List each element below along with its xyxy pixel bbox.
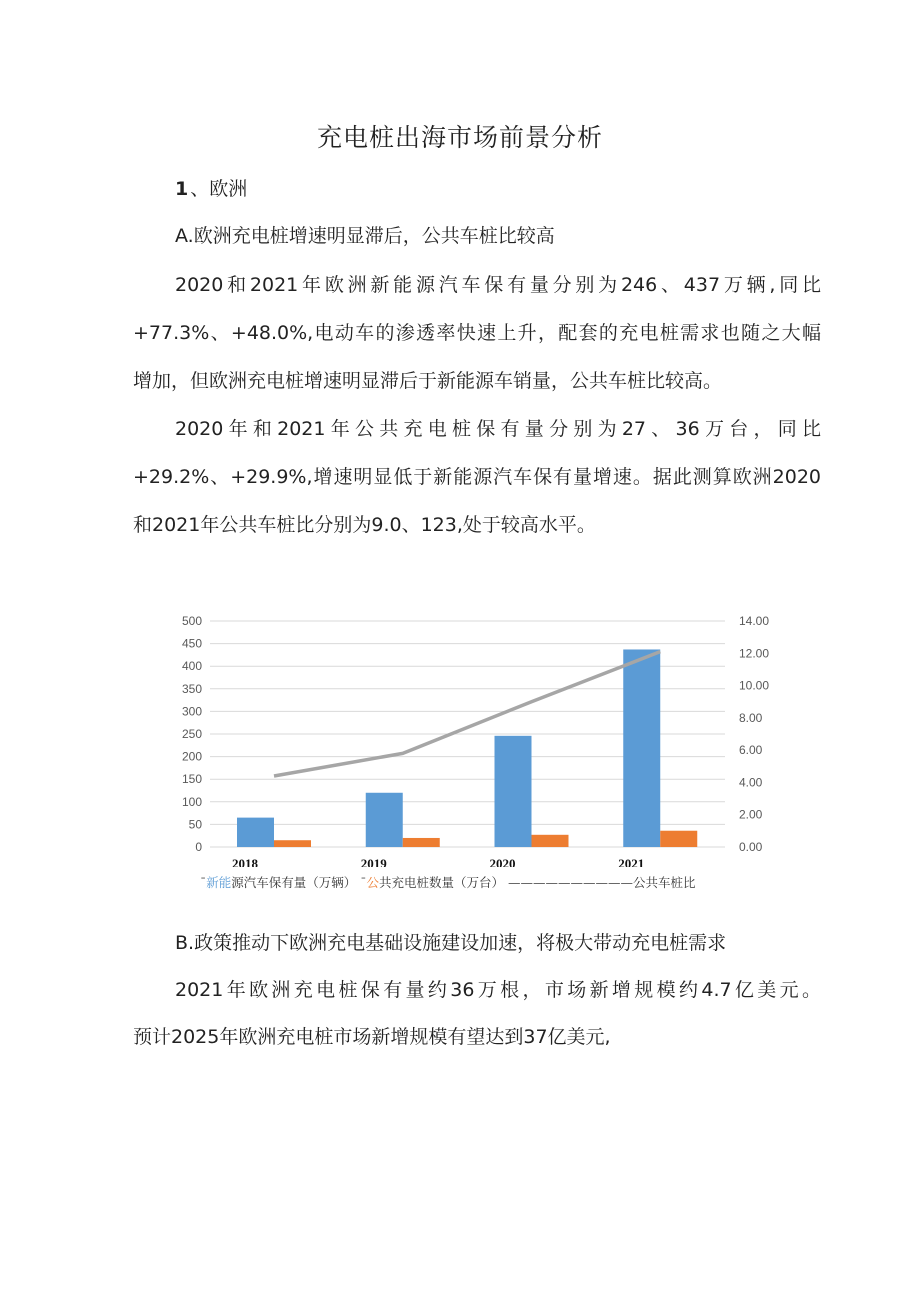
left-tick-label: 350: [181, 681, 202, 696]
legend-marker-1: ˉ: [200, 875, 207, 890]
subheading-a: A.欧洲充电桩增速明显滞后，公共车桩比较高: [175, 225, 555, 247]
legend-line-dashes: ——————————: [508, 875, 634, 890]
section-heading: [175, 174, 247, 201]
ratio-line: [274, 652, 660, 777]
bars: [237, 649, 697, 847]
left-tick-label: 50: [188, 817, 202, 832]
ev-stock-bar: [495, 736, 532, 847]
legend-series-1-highlight: 新能: [206, 875, 232, 890]
paragraph-1-line-3: 增加，但欧洲充电桩增速明显滞后于新能源车销量，公共车桩比较高。: [133, 370, 723, 392]
left-tick-label: 250: [181, 727, 202, 741]
category-label: 2018: [232, 856, 258, 867]
paragraph-3-line-2: 预计2025年欧洲充电桩市场新增规模有望达到37亿美元,: [133, 1026, 611, 1048]
ev-stock-bar: [366, 793, 403, 847]
right-axis: [739, 614, 769, 854]
category-label: 2021: [618, 856, 645, 867]
legend-series-2-label: 共充电桩数量（万台）: [379, 875, 505, 890]
legend-series-1-label: 源汽车保有量（万辆）: [231, 875, 357, 890]
left-tick-label: 0: [195, 840, 202, 854]
paragraph-1-line-2: +77.3%、+48.0%,电动车的渗透率快速上升，配套的充电桩需求也随之大幅: [133, 322, 821, 344]
left-tick-label: 150: [181, 772, 202, 787]
charger-count-bar: [532, 835, 569, 847]
section-number: 1: [175, 178, 189, 200]
paragraph-2-line-1: 2020年和2021年公共充电桩保有量分别为27、36万台，同比: [175, 418, 821, 440]
right-tick-label: 2.00: [739, 807, 763, 822]
left-tick-label: 500: [181, 614, 202, 628]
paragraph-1-line-1: 2020和2021年欧洲新能源汽车保有量分别为246、437万辆,同比: [175, 274, 821, 296]
ratio-line-path: [274, 652, 660, 776]
left-tick-label: 100: [181, 794, 202, 809]
paragraph-2-line-2: +29.2%、+29.9%,增速明显低于新能源汽车保有量增速。据此测算欧洲2020: [133, 466, 821, 488]
right-tick-label: 8.00: [739, 710, 763, 725]
subheading-b: B.政策推动下欧洲充电基础设施建设加速，将极大带动充电桩需求: [175, 932, 727, 954]
paragraph-2-line-3: 和2021年公共车桩比分别为9.0、123,处于较高水平。: [133, 514, 596, 536]
left-tick-label: 450: [181, 636, 202, 651]
page-title: 充电桩出海市场前景分析: [316, 123, 603, 152]
charger-count-bar: [403, 838, 440, 847]
legend-series-2-highlight: 公: [366, 875, 380, 890]
right-tick-label: 14.00: [739, 614, 770, 628]
combo-chart: [160, 605, 780, 867]
right-tick-label: 0.00: [739, 840, 763, 854]
left-tick-label: 400: [181, 659, 202, 674]
section-title: 、欧洲: [190, 178, 248, 200]
category-label: 2019: [360, 856, 387, 867]
right-tick-label: 6.00: [739, 743, 763, 758]
legend-series-3-label: 公共车桩比: [633, 875, 696, 890]
ev-stock-bar: [237, 818, 274, 847]
charger-count-bar: [274, 840, 311, 847]
legend-marker-2: ˉ: [360, 875, 367, 890]
category-label: 2020: [489, 856, 516, 867]
right-tick-label: 4.00: [739, 775, 763, 790]
right-tick-label: 10.00: [739, 678, 770, 693]
paragraph-3-line-1: 2021年欧洲充电桩保有量约36万根，市场新增规模约4.7亿美元。: [175, 979, 821, 1001]
left-axis: [182, 614, 202, 854]
chart-legend: [200, 873, 696, 891]
category-labels: [232, 856, 644, 867]
right-tick-label: 12.00: [739, 646, 770, 661]
ev-stock-bar: [623, 649, 660, 847]
left-tick-label: 200: [181, 749, 202, 764]
charger-count-bar: [660, 831, 697, 847]
left-tick-label: 300: [181, 704, 202, 719]
